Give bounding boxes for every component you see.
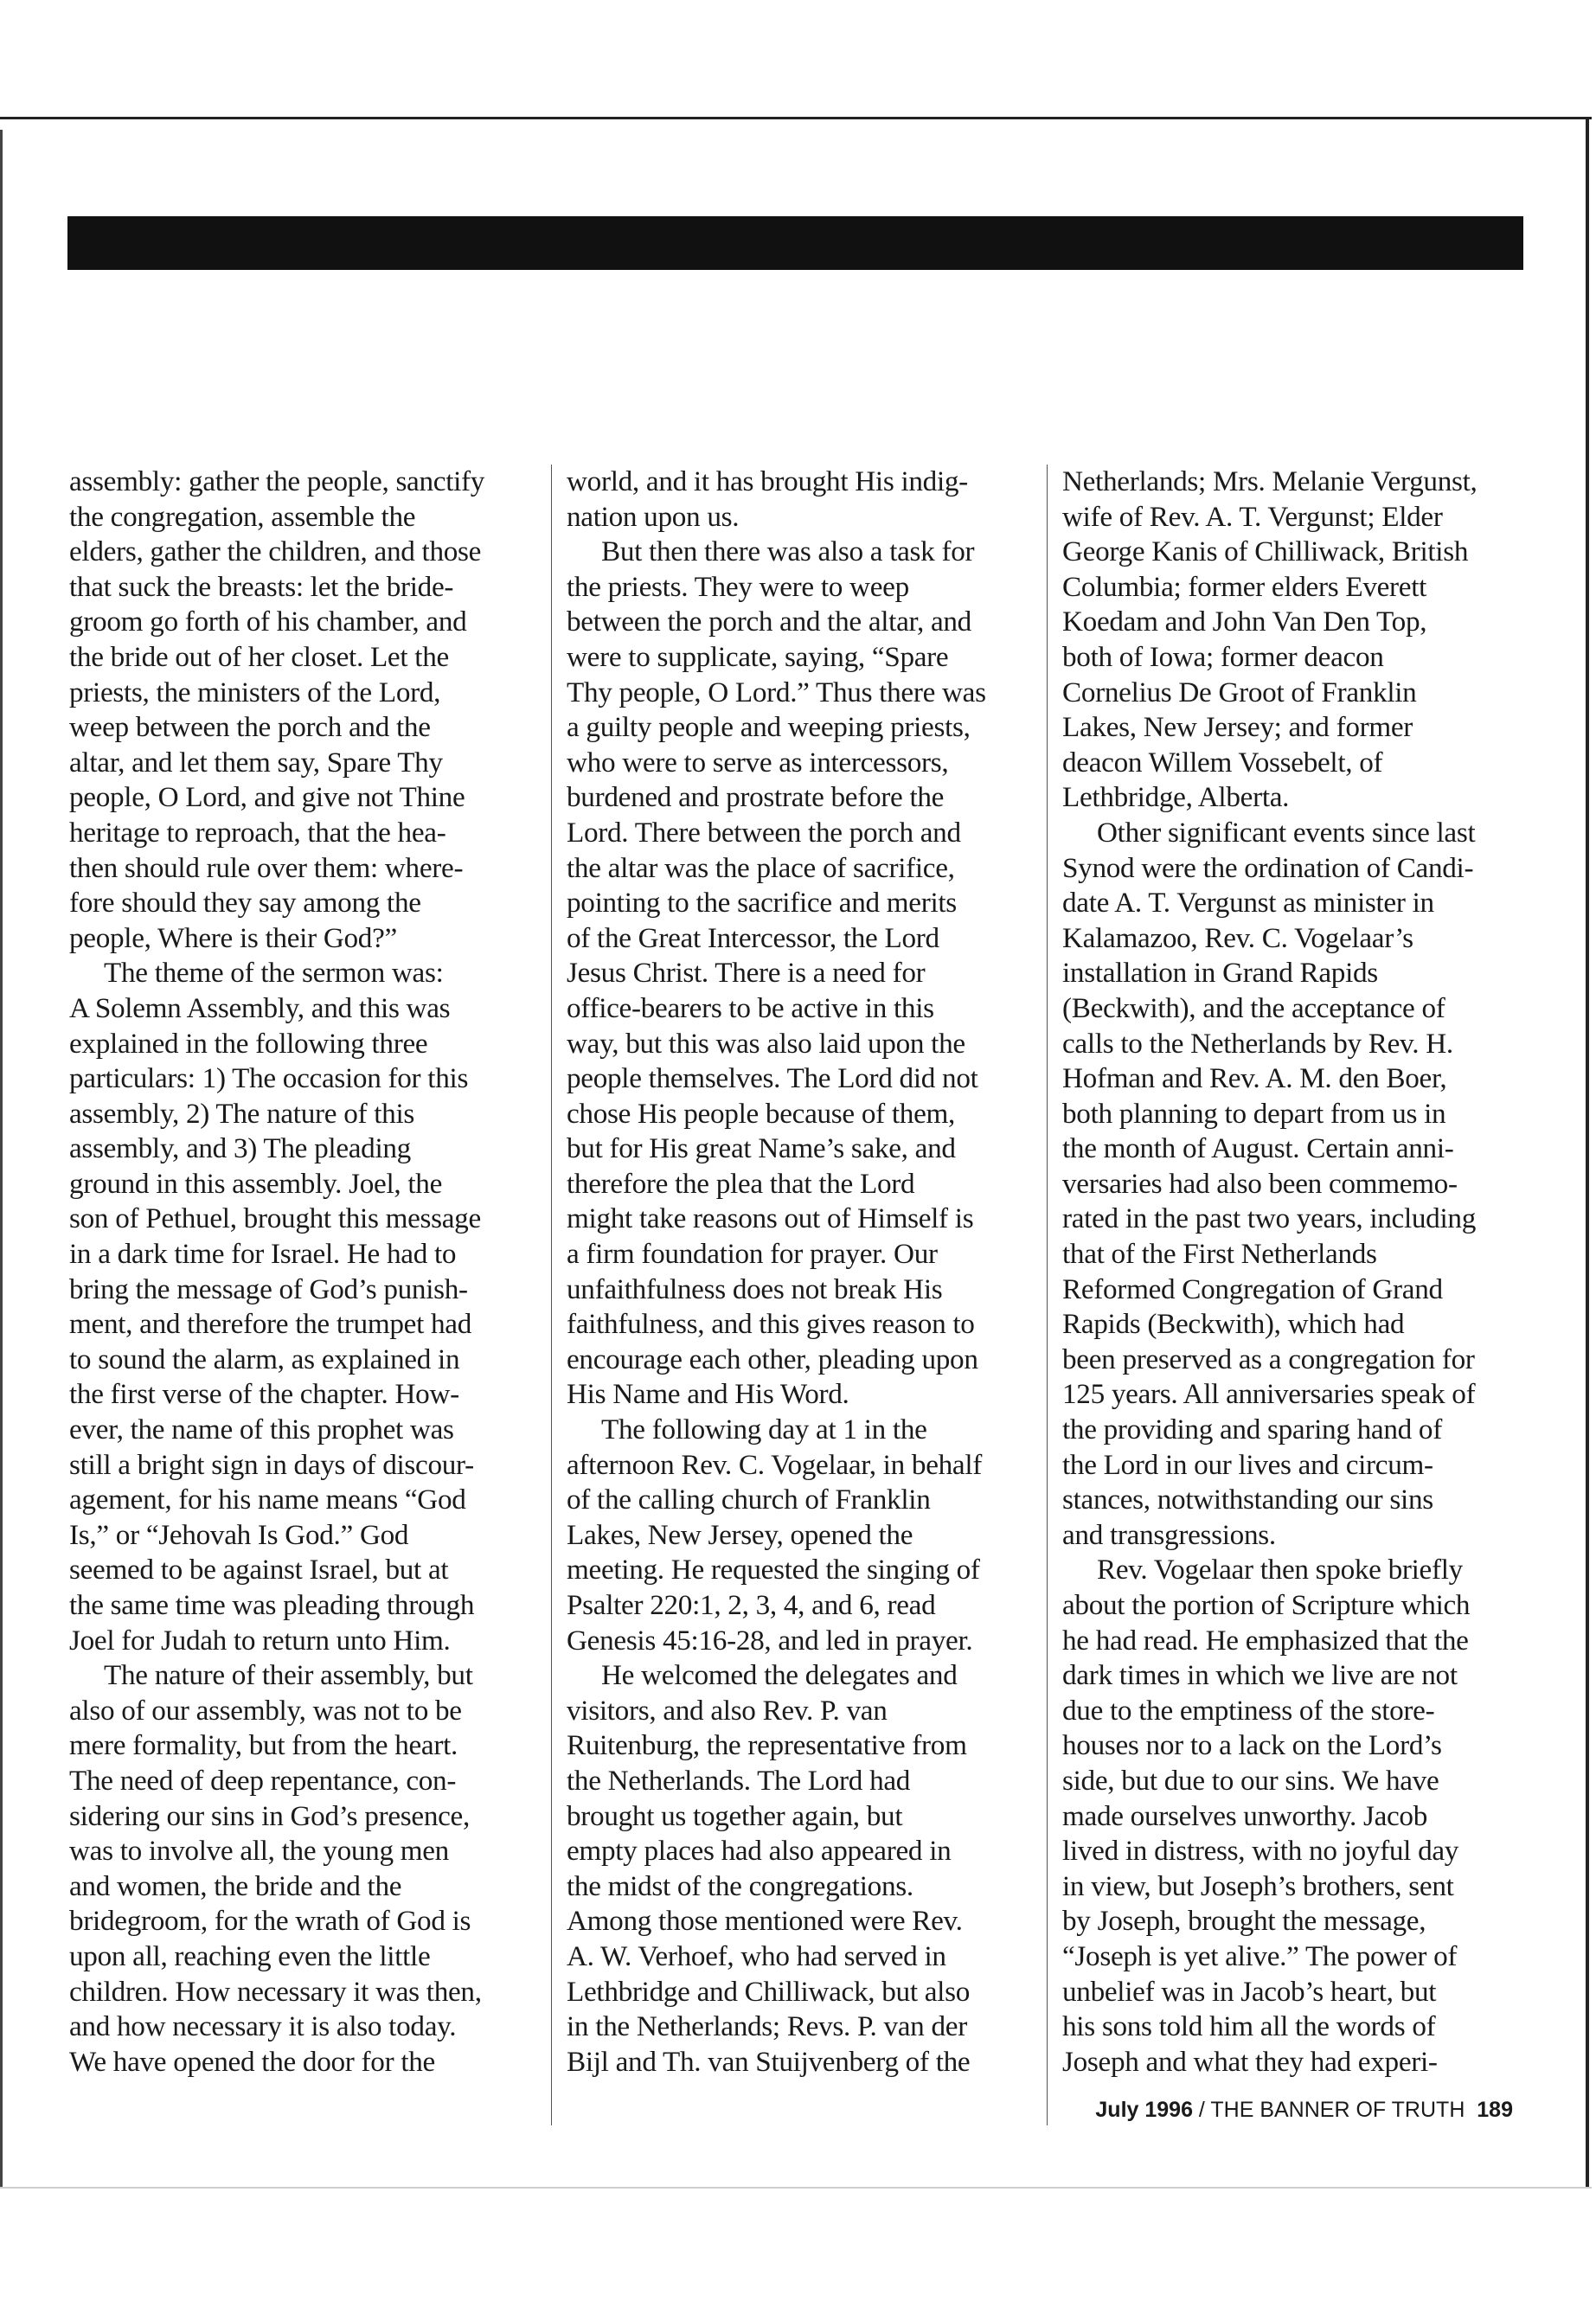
- paragraph: He welcomed the delegates and visitors, and also Rev. P. van Ruitenburg, the representative from the Netherlands. The Lord had brought us together again, but empty places had also appeared in the midst of the congregations. Among those mentioned were Rev. A. W. Verhoef, who had served in Lethbridge and Chilliwack, but also in the Netherlands; Revs. P. van der Bijl and Th. van Stuijvenberg of the: [567, 1659, 971, 2078]
- paragraph: Other significant events since last Synod were the ordination of Candi- date A. T. Vergunst as minister in Kalamazoo, Rev. C. Vogelaar’s installation in Grand Rapids (Beckwith), and the acceptance of calls to the Netherlands by Rev. H. Hofman and Rev. A. M. den Boer, both planning to depart from us in the month of August. Certain anni- versaries had also been commemo- rated in the past two years, including that of the First Netherlands Reformed Congregation of Grand Rapids (Beckwith), which had been preserved as a congregation for 125 years. All anniversaries speak of the providing and sparing hand of the Lord in our lives and circum- stances, notwithstanding our sins and transgressions.: [1062, 816, 1476, 1551]
- footer-publication: THE BANNER OF TRUTH: [1210, 2098, 1465, 2122]
- text-column-1: [69, 465, 532, 2080]
- text-column-2: [567, 465, 1029, 2080]
- text-column-3: [1062, 465, 1525, 2080]
- paragraph: Netherlands; Mrs. Melanie Vergunst, wife of Rev. A. T. Vergunst; Elder George Kanis of Chilliwack, British Columbia; former elders Everett Koedam and John Van Den Top, both of Iowa; former deacon Cornelius De Groot of Franklin Lakes, New Jersey; and former deacon Willem Vossebelt, of Lethbridge, Alberta.: [1062, 465, 1477, 814]
- paragraph: Rev. Vogelaar then spoke briefly about the portion of Scripture which he had read. He emphasized that the dark times in which we live are not due to the emptiness of the store- houses nor to a lack on the Lord’s side, but due to our sins. We have made ourselves unworthy. Jacob lived in distress, with no joyful day in view, but Joseph’s brothers, sent by Joseph, brought the message, “Joseph is yet alive.” The power of unbelief was in Jacob’s heart, but his sons told him all the words of Joseph and what they had experi-: [1062, 1554, 1471, 2078]
- paragraph: world, and it has brought His indig- nation upon us.: [567, 465, 968, 533]
- paragraph: The following day at 1 in the afternoon Rev. C. Vogelaar, in behalf of the calling church of Franklin Lakes, New Jersey, opened the meeting. He requested the singing of Psalter 220:1, 2, 3, 4, and 6, read Genesis 45:16-28, and led in prayer.: [567, 1413, 983, 1657]
- bottom-page-edge: [0, 2187, 1592, 2189]
- paragraph: But then there was also a task for the priests. They were to weep between the porch and the altar, and were to supplicate, saying, “Spare Thy people, O Lord.” Thus there was a guilty people and weeping priests, who were to serve as intercessors, burdened and prostrate before the Lord. There between the porch and the altar was the place of sacrifice, pointing to the sacrifice and merits of the Great Intercessor, the Lord Jesus Christ. There is a need for office-bearers to be active in this way, but this was also laid upon the people themselves. The Lord did not chose His people because of them, but for His great Name’s sake, and therefore the plea that the Lord might take reasons out of Himself is a firm foundation for prayer. Our unfaithfulness does not break His faithfulness, and this gives reason to encourage each other, pleading upon His Name and His Word.: [567, 535, 986, 1411]
- header-black-band: [67, 216, 1523, 270]
- right-border-rule: [1586, 117, 1589, 2189]
- footer-separator: /: [1192, 2098, 1211, 2122]
- column-divider: [1047, 465, 1048, 2125]
- column-divider: [551, 465, 552, 2125]
- paragraph: The nature of their assembly, but also of our assembly, was not to be mere formality, but from the heart. The need of deep repentance, con- sidering our sins in God’s presence, was to involve all, the young men and women, the bride and the bridegroom, for the wrath of God is upon all, reaching even the little children. How necessary it was then, and how necessary it is also today. We have opened the door for the: [69, 1659, 482, 2078]
- footer-date: July 1996: [1095, 2098, 1193, 2122]
- top-border-rule: [0, 117, 1592, 119]
- paragraph: The theme of the sermon was: A Solemn Assembly, and this was explained in the following three particulars: 1) The occasion for this assembly, 2) The nature of this assembly, and 3) The pleading ground in this assembly. Joel, the son of Pethuel, brought this message in a dark time for Israel. He had to bring the message of God’s punish- ment, and therefore the trumpet had to sound the alarm, as explained in the first verse of the chapter. How- ever, the name of this prophet was still a bright sign in days of discour- agement, for his name means “God Is,” or “Jehovah Is God.” God seemed to be against Israel, but at the same time was pleading through Joel for Judah to return unto Him.: [69, 957, 481, 1657]
- paragraph: assembly: gather the people, sanctify the congregation, assemble the elders, gather the children, and those that suck the breasts: let the bride- groom go forth of his chamber, and the bride out of her closet. Let the priests, the ministers of the Lord, weep between the porch and the altar, and let them say, Spare Thy people, O Lord, and give not Thine heritage to reproach, that the hea- then should rule over them: where- fore should they say among the people, Where is their God?”: [69, 465, 485, 954]
- page-footer: [1095, 2098, 1513, 2123]
- page-number: 189: [1477, 2098, 1513, 2122]
- left-page-edge: [0, 130, 3, 2189]
